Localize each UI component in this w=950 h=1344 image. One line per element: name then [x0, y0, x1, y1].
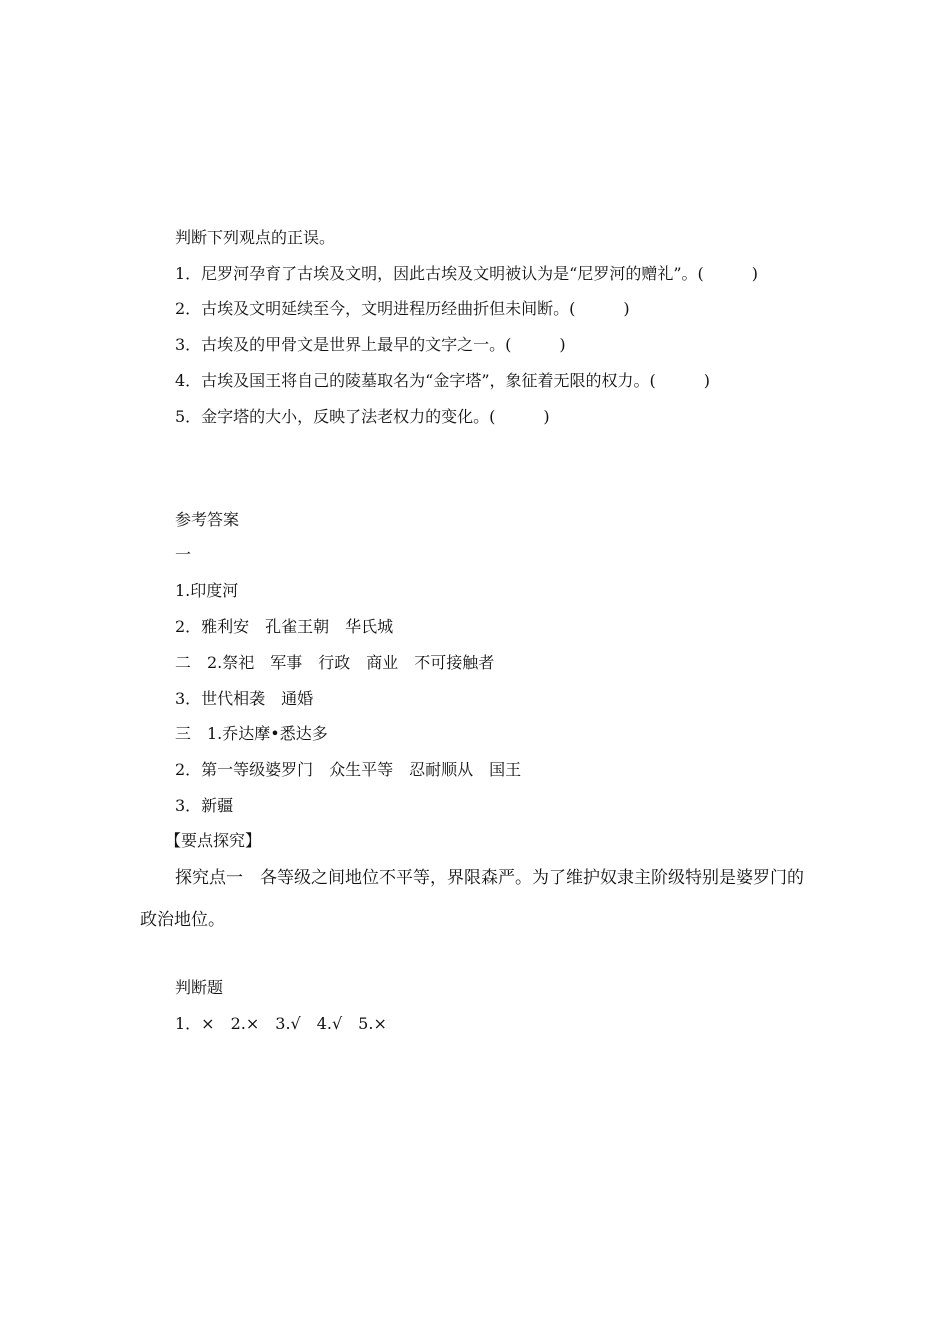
- judgment-title: 判断下列观点的正误。: [175, 228, 336, 247]
- answer-line: 2．雅利安 孔雀王朝 华氏城: [175, 617, 394, 636]
- judgment-item-1: 1．尼罗河孕育了古埃及文明，因此古埃及文明被认为是“尼罗河的赠礼”。( ): [175, 264, 759, 283]
- answer-line: 三 1.乔达摩•悉达多: [175, 724, 328, 743]
- key-points-heading: 【要点探究】: [165, 831, 262, 850]
- judgment-answers-heading: 判断题: [175, 978, 224, 997]
- answers-title: 参考答案: [175, 510, 240, 529]
- answer-line: 3．世代相袭 通婚: [175, 689, 314, 708]
- judgment-item-2: 2．古埃及文明延续至今，文明进程历经曲折但未间断。( ): [175, 299, 630, 318]
- judgment-item-3: 3．古埃及的甲骨文是世界上最早的文字之一。( ): [175, 335, 566, 354]
- judgment-answers: 1．× 2.× 3.√ 4.√ 5.×: [175, 1014, 387, 1033]
- answer-line: 3．新疆: [175, 796, 234, 815]
- judgment-item-5: 5．金字塔的大小，反映了法老权力的变化。( ): [175, 407, 550, 426]
- explore-paragraph-line-2: 政治地位。: [140, 910, 225, 930]
- answer-line: 1.印度河: [175, 581, 239, 600]
- answer-line: 2．第一等级婆罗门 众生平等 忍耐顺从 国王: [175, 760, 522, 779]
- judgment-item-4: 4．古埃及国王将自己的陵墓取名为“金字塔”，象征着无限的权力。( ): [175, 371, 711, 390]
- explore-paragraph-line-1: 探究点一 各等级之间地位不平等，界限森严。为了维护奴隶主阶级特别是婆罗门的: [175, 868, 804, 888]
- answer-line: 二 2.祭祀 军事 行政 商业 不可接触者: [175, 653, 495, 672]
- answers-section-one: 一: [175, 545, 192, 564]
